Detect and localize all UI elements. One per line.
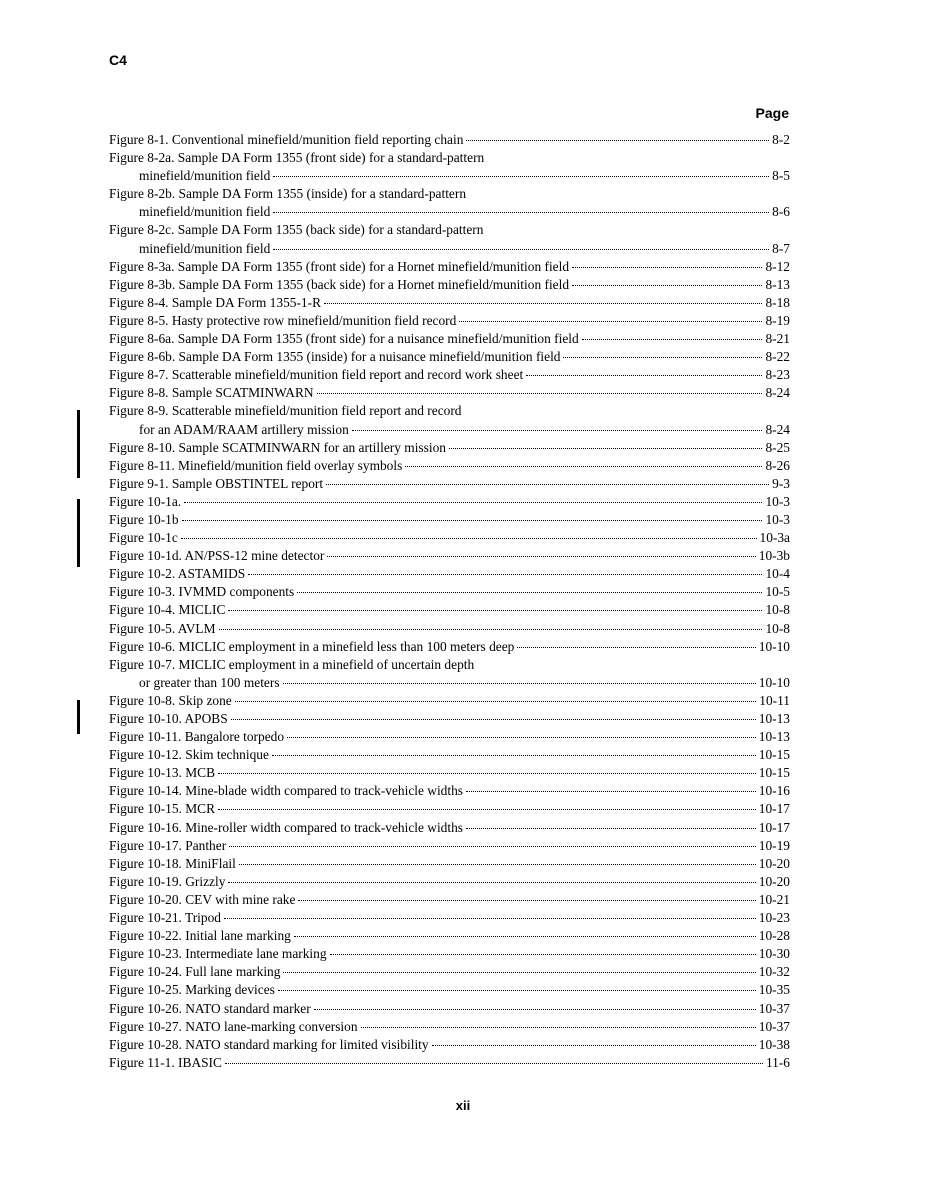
page-column-heading: Page <box>755 105 789 121</box>
dot-leader <box>432 1044 756 1046</box>
entry-page-number: 10-3a <box>759 530 790 546</box>
entry-title: Figure 8-10. Sample SCATMINWARN for an artillery mission <box>109 439 446 455</box>
entry-title: Figure 10-25. Marking devices <box>109 982 275 998</box>
entry-title: Figure 10-2. ASTAMIDS <box>109 566 246 582</box>
dot-leader <box>218 772 756 774</box>
dot-leader <box>314 1008 756 1010</box>
toc-entry <box>109 746 790 764</box>
entry-title: Figure 10-8. Skip zone <box>109 692 232 708</box>
change-bar <box>77 700 80 734</box>
dot-leader <box>405 465 762 467</box>
entry-title: Figure 10-14. Mine-blade width compared to track-vehicle widths <box>109 783 464 799</box>
change-bar <box>77 410 80 478</box>
toc-entry <box>109 384 790 402</box>
toc-entry <box>109 276 790 294</box>
entry-title: Figure 8-2c. Sample DA Form 1355 (back side) for a standard-pattern <box>109 222 484 238</box>
entry-page-number: 10-3 <box>765 511 790 527</box>
dot-leader <box>317 392 763 394</box>
entry-title: Figure 10-24. Full lane marking <box>109 964 281 980</box>
toc-entry <box>109 945 790 963</box>
dot-leader <box>283 971 755 973</box>
entry-page-number: 8-25 <box>765 439 790 455</box>
change-bar <box>77 499 80 567</box>
dot-leader <box>294 935 756 937</box>
entry-title: Figure 8-3b. Sample DA Form 1355 (back side) for a Hornet minefield/munition field <box>109 276 570 292</box>
toc-entry <box>109 1000 790 1018</box>
dot-leader <box>231 718 756 720</box>
toc-entry <box>109 837 790 855</box>
dot-leader <box>229 845 756 847</box>
entry-title: Figure 8-8. Sample SCATMINWARN <box>109 385 314 401</box>
entry-title: Figure 8-5. Hasty protective row minefield/munition field record <box>109 312 457 328</box>
dot-leader <box>287 736 756 738</box>
entry-title: Figure 8-9. Scatterable minefield/munition field report and record <box>109 403 462 419</box>
dot-leader <box>181 537 757 539</box>
dot-leader <box>563 356 762 358</box>
entry-page-number: 10-21 <box>758 891 790 907</box>
entry-page-number: 10-11 <box>759 692 790 708</box>
dot-leader <box>352 429 763 431</box>
entry-page-number: 8-26 <box>765 457 790 473</box>
entry-page-number: 8-2 <box>772 132 790 147</box>
toc-entry <box>109 511 790 529</box>
toc-entry <box>109 674 790 692</box>
dot-leader <box>218 808 756 810</box>
dot-leader <box>466 790 756 792</box>
entry-page-number: 10-8 <box>765 620 790 636</box>
dot-leader <box>228 881 755 883</box>
entry-title: Figure 10-28. NATO standard marking for limited visibility <box>109 1036 429 1052</box>
toc-entry <box>109 547 790 565</box>
entry-title: or greater than 100 meters <box>139 674 280 690</box>
entry-page-number: 10-13 <box>758 711 790 726</box>
dot-leader <box>219 628 763 630</box>
dot-leader <box>273 175 769 177</box>
entry-page-number: 10-38 <box>758 1036 790 1052</box>
dot-leader <box>330 953 756 955</box>
list-of-figures <box>109 131 790 1072</box>
toc-entry <box>109 167 790 185</box>
dot-leader <box>327 555 755 557</box>
entry-page-number: 10-5 <box>765 584 790 600</box>
entry-page-number: 8-6 <box>772 204 790 220</box>
entry-page-number: 10-10 <box>758 638 790 654</box>
toc-entry <box>109 493 790 511</box>
toc-entry <box>109 439 790 457</box>
entry-title: Figure 10-22. Initial lane marking <box>109 928 291 944</box>
toc-entry <box>109 1036 790 1054</box>
entry-page-number: 8-21 <box>765 331 790 347</box>
dot-leader <box>326 483 769 485</box>
dot-leader <box>273 248 769 250</box>
toc-entry <box>109 240 790 258</box>
entry-page-number: 10-17 <box>758 801 790 817</box>
toc-entry <box>109 873 790 891</box>
toc-entry <box>109 402 790 420</box>
entry-title: Figure 8-7. Scatterable minefield/munition field report and record work sheet <box>109 367 524 383</box>
dot-leader <box>298 899 755 901</box>
dot-leader <box>283 682 756 684</box>
entry-page-number: 10-37 <box>758 1000 790 1016</box>
entry-title: Figure 10-18. MiniFlail <box>109 855 236 871</box>
toc-entry <box>109 710 790 728</box>
dot-leader <box>297 591 762 593</box>
entry-title: Figure 10-1d. AN/PSS-12 mine detector <box>109 548 325 564</box>
toc-entry <box>109 366 790 384</box>
entry-page-number: 10-15 <box>758 747 790 763</box>
toc-entry <box>109 819 790 837</box>
toc-entry <box>109 891 790 909</box>
entry-title: Figure 8-3a. Sample DA Form 1355 (front side) for a Hornet minefield/munition field <box>109 258 570 274</box>
entry-title: Figure 10-1b <box>109 511 179 527</box>
toc-entry <box>109 421 790 439</box>
entry-page-number: 8-12 <box>765 258 790 274</box>
toc-entry <box>109 203 790 221</box>
entry-page-number: 10-3 <box>765 493 790 509</box>
entry-title: Figure 10-11. Bangalore torpedo <box>109 729 285 745</box>
entry-title: Figure 10-19. Grizzly <box>109 873 226 889</box>
toc-entry <box>109 131 790 149</box>
toc-entry <box>109 909 790 927</box>
entry-title: Figure 10-7. MICLIC employment in a minefield of uncertain depth <box>109 656 475 672</box>
toc-entry <box>109 149 790 167</box>
dot-leader <box>459 320 762 322</box>
entry-page-number: 10-20 <box>758 855 790 871</box>
dot-leader <box>235 700 757 702</box>
entry-title: Figure 10-16. Mine-roller width compared to track-vehicle widths <box>109 819 464 835</box>
entry-page-number: 10-13 <box>758 729 790 745</box>
entry-title: Figure 10-1a. <box>109 493 182 509</box>
entry-page-number: 10-16 <box>758 783 790 799</box>
dot-leader <box>225 1062 763 1064</box>
entry-page-number: 10-8 <box>765 602 790 618</box>
entry-title: Figure 8-1. Conventional minefield/munition field reporting chain <box>109 132 464 147</box>
toc-entry <box>109 185 790 203</box>
dot-leader <box>466 827 756 829</box>
entry-title: minefield/munition field <box>139 204 271 220</box>
dot-leader <box>182 519 763 521</box>
toc-entry <box>109 782 790 800</box>
entry-page-number: 10-20 <box>758 873 790 889</box>
entry-title: Figure 10-17. Panther <box>109 837 227 853</box>
entry-page-number: 10-17 <box>758 819 790 835</box>
toc-entry <box>109 764 790 782</box>
toc-entry <box>109 927 790 945</box>
entry-title: Figure 8-11. Minefield/munition field overlay symbols <box>109 457 403 473</box>
entry-title: Figure 10-3. IVMMD components <box>109 584 295 600</box>
toc-entry <box>109 638 790 656</box>
dot-leader <box>272 754 756 756</box>
entry-title: Figure 10-10. APOBS <box>109 711 228 726</box>
entry-page-number: 8-13 <box>765 276 790 292</box>
toc-entry <box>109 963 790 981</box>
entry-title: Figure 11-1. IBASIC <box>109 1054 222 1070</box>
entry-page-number: 10-35 <box>758 982 790 998</box>
toc-entry <box>109 800 790 818</box>
dot-leader <box>572 266 762 268</box>
toc-entry <box>109 529 790 547</box>
entry-page-number: 8-22 <box>765 349 790 365</box>
toc-entry <box>109 330 790 348</box>
toc-entry <box>109 294 790 312</box>
entry-page-number: 10-4 <box>765 566 790 582</box>
entry-page-number: 8-19 <box>765 312 790 328</box>
toc-entry <box>109 728 790 746</box>
dot-leader <box>449 447 762 449</box>
toc-entry <box>109 1018 790 1036</box>
entry-title: Figure 10-20. CEV with mine rake <box>109 891 296 907</box>
toc-entry <box>109 1054 790 1072</box>
dot-leader <box>361 1026 756 1028</box>
toc-entry <box>109 601 790 619</box>
entry-page-number: 9-3 <box>772 475 790 491</box>
entry-title: Figure 8-2b. Sample DA Form 1355 (inside) for a standard-pattern <box>109 186 467 202</box>
toc-entry <box>109 583 790 601</box>
entry-page-number: 8-24 <box>765 421 790 437</box>
dot-leader <box>278 989 756 991</box>
entry-page-number: 10-30 <box>758 946 790 962</box>
entry-title: minefield/munition field <box>139 168 271 184</box>
dot-leader <box>224 917 756 919</box>
toc-entry <box>109 981 790 999</box>
entry-title: Figure 10-12. Skim technique <box>109 747 269 763</box>
entry-page-number: 10-15 <box>758 765 790 781</box>
entry-title: Figure 10-4. MICLIC <box>109 602 226 618</box>
page-number: xii <box>455 1098 471 1113</box>
entry-title: Figure 10-27. NATO lane-marking conversion <box>109 1018 358 1034</box>
dot-leader <box>184 501 762 503</box>
entry-page-number: 10-32 <box>758 964 790 980</box>
entry-page-number: 8-18 <box>765 294 790 310</box>
entry-page-number: 8-23 <box>765 367 790 383</box>
dot-leader <box>273 211 769 213</box>
toc-entry <box>109 475 790 493</box>
entry-page-number: 10-19 <box>758 837 790 853</box>
dot-leader <box>228 609 762 611</box>
toc-entry <box>109 258 790 276</box>
entry-title: Figure 10-15. MCR <box>109 801 216 817</box>
dot-leader <box>582 338 763 340</box>
entry-title: minefield/munition field <box>139 240 271 256</box>
dot-leader <box>572 284 762 286</box>
toc-entry <box>109 565 790 583</box>
entry-page-number: 8-7 <box>772 240 790 256</box>
toc-entry <box>109 656 790 674</box>
entry-title: Figure 8-6b. Sample DA Form 1355 (inside) for a nuisance minefield/munition field <box>109 349 561 365</box>
entry-title: Figure 10-5. AVLM <box>109 620 216 636</box>
dot-leader <box>239 863 756 865</box>
entry-title: Figure 10-21. Tripod <box>109 910 221 926</box>
entry-title: Figure 10-6. MICLIC employment in a minefield less than 100 meters deep <box>109 638 515 654</box>
dot-leader <box>466 139 769 141</box>
entry-title: Figure 10-1c <box>109 530 178 546</box>
entry-title: Figure 10-23. Intermediate lane marking <box>109 946 327 962</box>
toc-entry <box>109 692 790 710</box>
toc-entry <box>109 457 790 475</box>
dot-leader <box>526 374 762 376</box>
entry-page-number: 10-3b <box>758 548 790 564</box>
entry-page-number: 8-24 <box>765 385 790 401</box>
dot-leader <box>517 646 755 648</box>
entry-title: Figure 8-2a. Sample DA Form 1355 (front side) for a standard-pattern <box>109 150 485 166</box>
entry-page-number: 8-5 <box>772 168 790 184</box>
entry-page-number: 10-28 <box>758 928 790 944</box>
entry-page-number: 11-6 <box>765 1054 790 1070</box>
document-code: C4 <box>109 52 127 68</box>
entry-title: for an ADAM/RAAM artillery mission <box>139 421 349 437</box>
toc-entry <box>109 620 790 638</box>
entry-title: Figure 10-26. NATO standard marker <box>109 1000 311 1016</box>
entry-page-number: 10-37 <box>758 1018 790 1034</box>
entry-title: Figure 8-4. Sample DA Form 1355-1-R <box>109 294 322 310</box>
entry-page-number: 10-23 <box>758 910 790 926</box>
toc-entry <box>109 221 790 239</box>
dot-leader <box>324 302 762 304</box>
entry-page-number: 10-10 <box>758 674 790 690</box>
entry-title: Figure 10-13. MCB <box>109 765 216 781</box>
toc-entry <box>109 348 790 366</box>
toc-entry <box>109 312 790 330</box>
entry-title: Figure 8-6a. Sample DA Form 1355 (front side) for a nuisance minefield/munition field <box>109 331 579 347</box>
toc-entry <box>109 855 790 873</box>
dot-leader <box>248 573 762 575</box>
entry-title: Figure 9-1. Sample OBSTINTEL report <box>109 475 324 491</box>
